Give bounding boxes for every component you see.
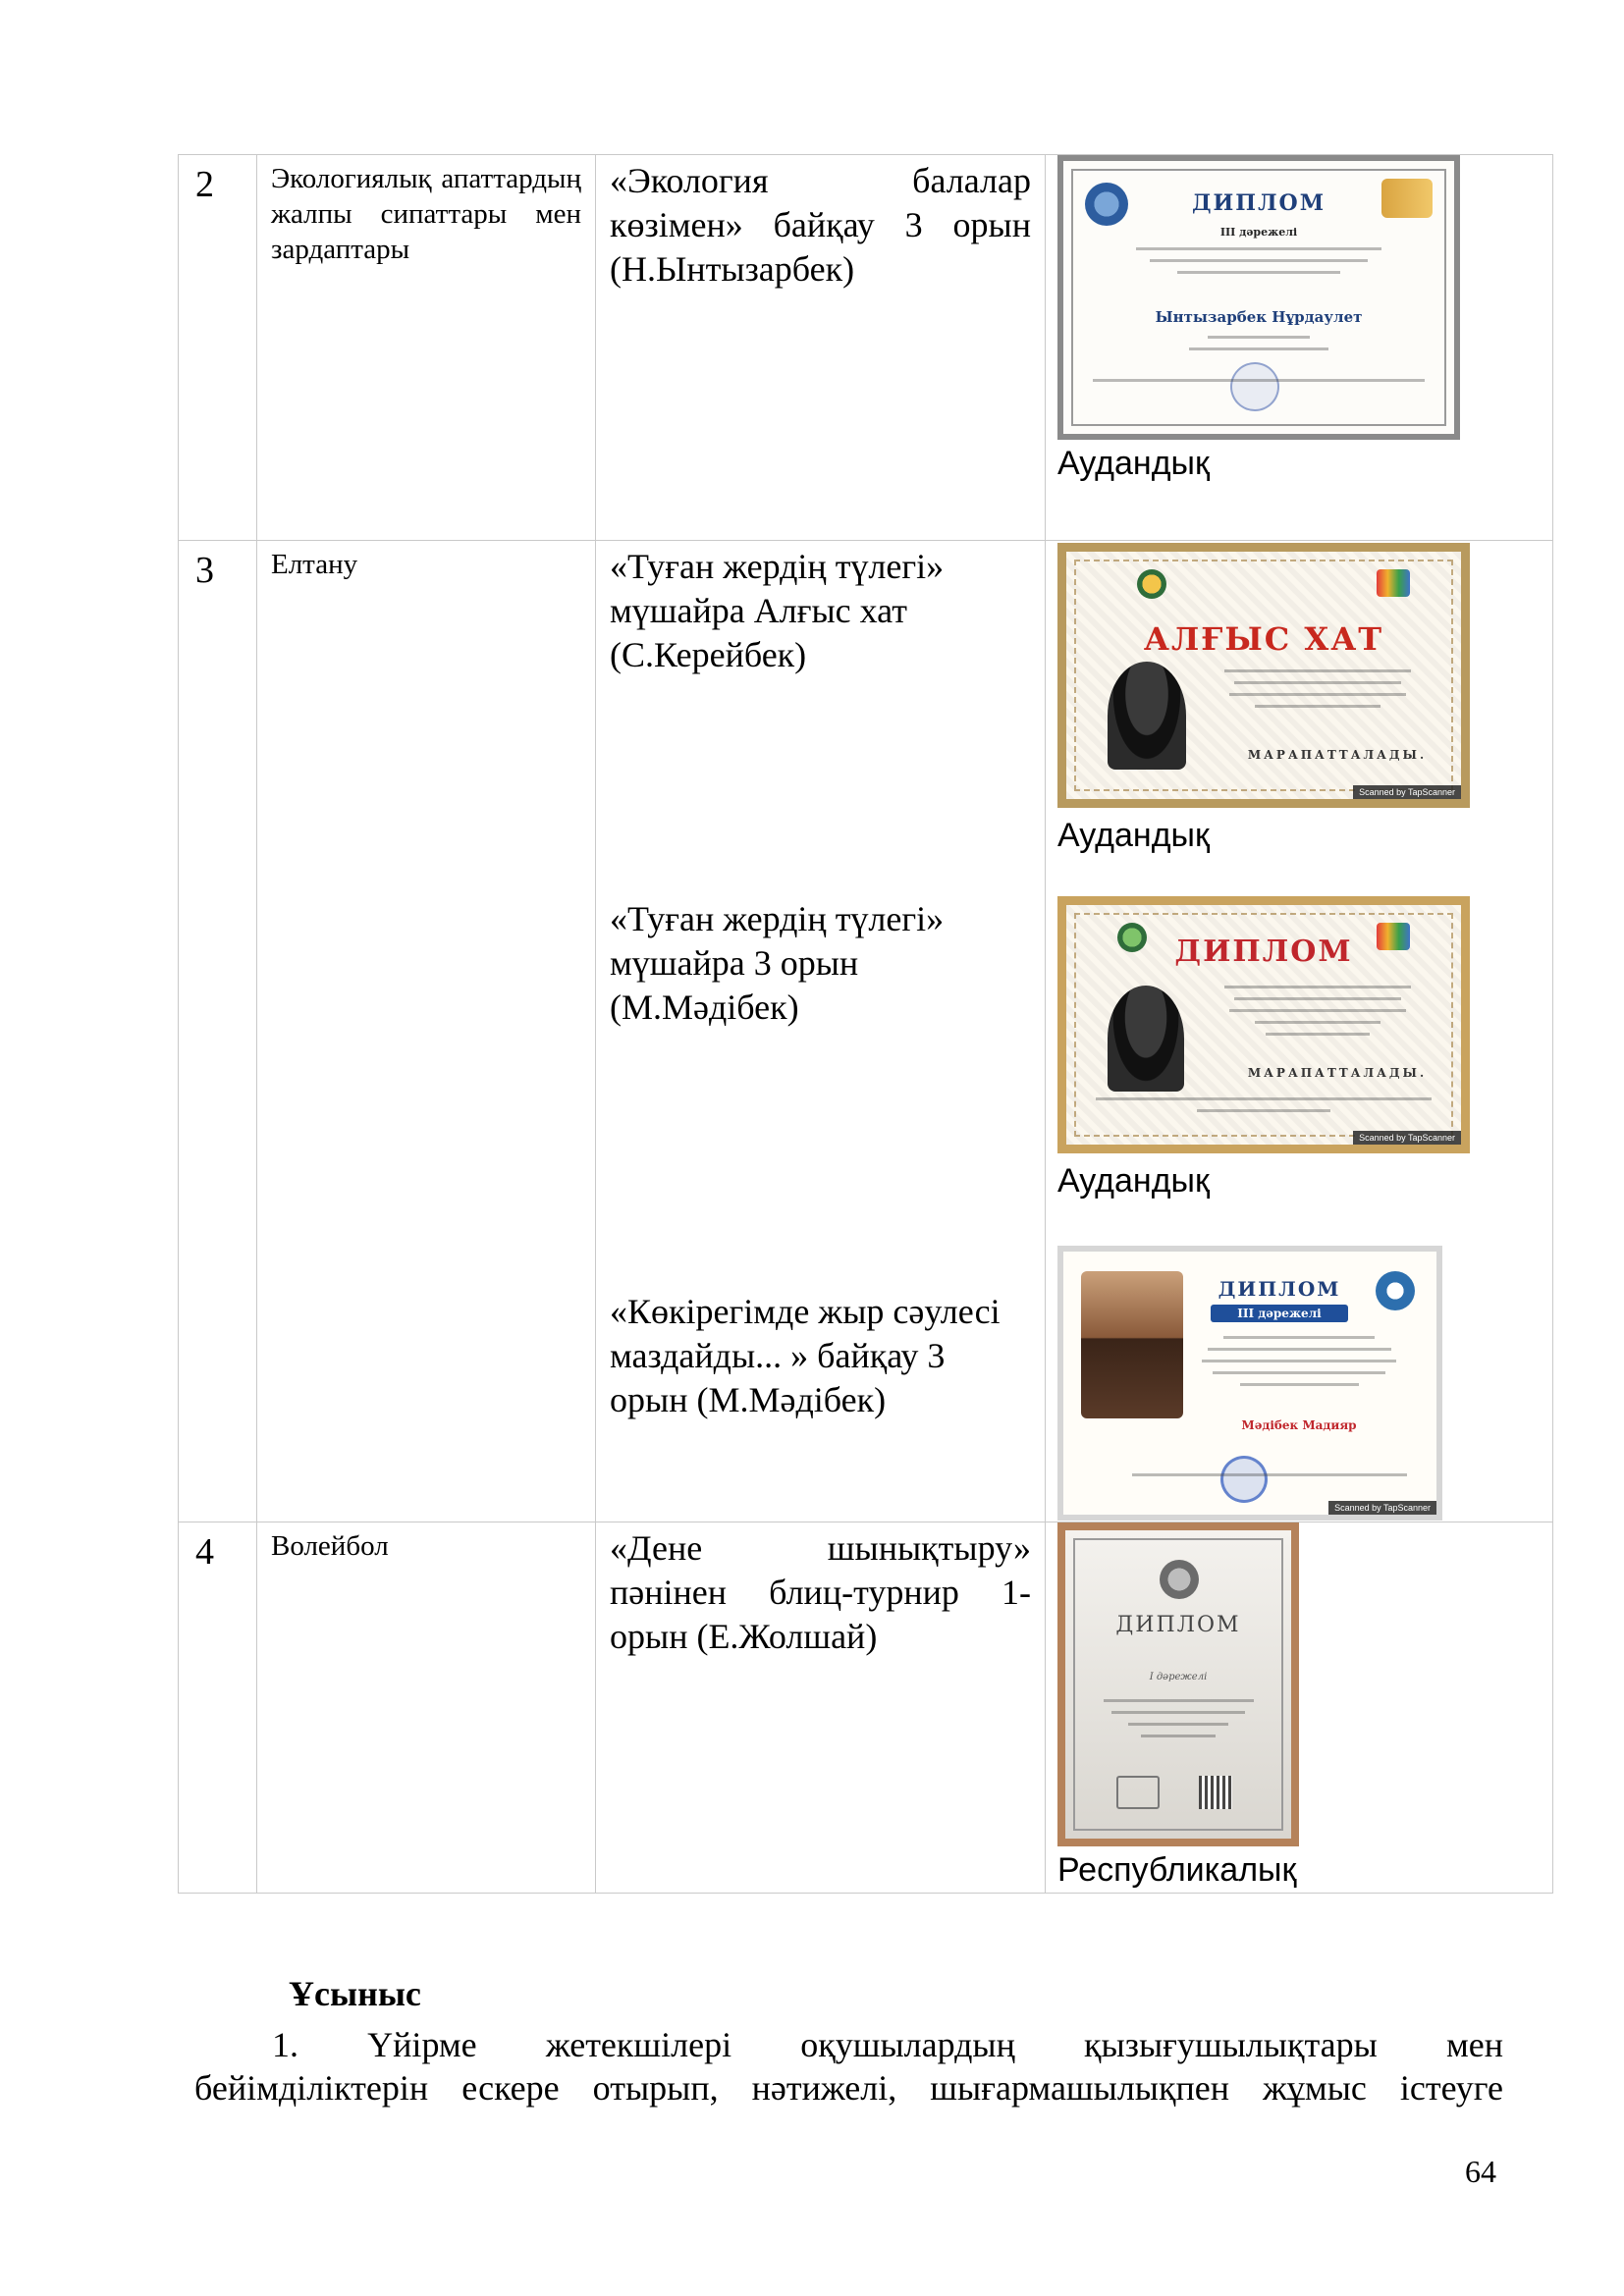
paragraph-line: бейімділіктерін ескере отырып, нәтижелі, шығармашылықпен жұмыс істеуге [194,2068,1503,2108]
certificate-awardee: Мәдібек Мадияр [1241,1418,1357,1432]
certificate-cell [1046,1522,1553,1894]
row-topic: Экологиялық апаттардың жалпы сипаттары мен зардаптары [257,155,596,541]
row-topic: Волейбол [257,1522,596,1894]
certificate-awardee: Ынтызарбек Нұрдаулет [1155,308,1363,326]
certificate-title: ДИПЛОМ [1174,934,1353,969]
table-row [179,155,1553,541]
row-number: 3 [179,541,257,1522]
paragraph-line: 1. Үйірме жетекшілері оқушылардың қызығушылықтары мен [272,2025,1503,2064]
children-logo-icon [1377,569,1410,597]
page-number: 64 [1465,2154,1496,2189]
row-number: 2 [179,155,257,541]
certificate-image [1057,1522,1299,1846]
certificate-grade: III дәрежелі [1219,226,1298,239]
portrait-image [1108,662,1186,770]
award-entry: «Туған жердің түлегі» мүшайра 3 орын (М.Мәдібек) [610,899,945,1027]
emblem-icon [1376,1271,1415,1310]
qr-code-icon [1199,1776,1232,1809]
award-entry: «Көкірегімде жыр сәулесі маздайды... » байқау 3 орын (М.Мәдібек) [610,1292,1001,1419]
certificate-image [1057,155,1460,440]
portrait-image [1108,986,1184,1092]
stamp-icon [1116,1776,1160,1809]
award-entry: «Экология балалар көзімен» байқау 3 орын (Н.Ынтызарбек) [596,155,1046,541]
certificate-subtitle: МАРАПАТТАЛАДЫ. [1247,1066,1428,1080]
emblem-icon [1160,1560,1199,1599]
level-label: Аудандық [1057,817,1210,854]
certificate-image [1057,896,1470,1153]
table-row [179,541,1553,1522]
row-number: 4 [179,1522,257,1894]
table-row [179,1522,1553,1894]
award-entry: «Туған жердің түлегі» мүшайра Алғыс хат (С.Керейбек) [610,547,945,674]
certificate-grade: I дәрежелі [1149,1672,1208,1682]
award-entries [596,541,1046,1522]
scanner-watermark: Scanned by TapScanner [1353,785,1461,799]
portrait-image [1081,1271,1183,1418]
certificate-subtitle: МАРАПАТТАЛАДЫ. [1247,748,1428,762]
certificate-title: ДИПЛОМ [1218,1277,1341,1301]
emblem-icon [1137,569,1166,599]
level-label: Аудандық [1057,445,1210,482]
row-topic: Елтану [257,541,596,1522]
level-label: Аудандық [1057,1162,1210,1200]
certificate-image [1057,1246,1442,1521]
award-entry: «Дене шынықтыру» пәнінен блиц-турнир 1-орын (Е.Жолшай) [596,1522,1046,1894]
certificate-image [1057,543,1470,808]
scanner-watermark: Scanned by TapScanner [1328,1501,1436,1515]
certificate-title: АЛҒЫС ХАТ [1143,620,1384,658]
certificate-cell [1046,541,1553,1522]
certificate-title: ДИПЛОМ [1191,190,1326,216]
awards-table [178,154,1553,1894]
certificate-grade: III дәрежелі [1211,1305,1348,1322]
certificate-title: ДИПЛОМ [1115,1613,1241,1637]
level-label: Республикалық [1057,1851,1297,1889]
certificate-cell [1046,155,1553,541]
scanner-watermark: Scanned by TapScanner [1353,1131,1461,1145]
section-heading: Ұсыныс [289,1974,421,2013]
